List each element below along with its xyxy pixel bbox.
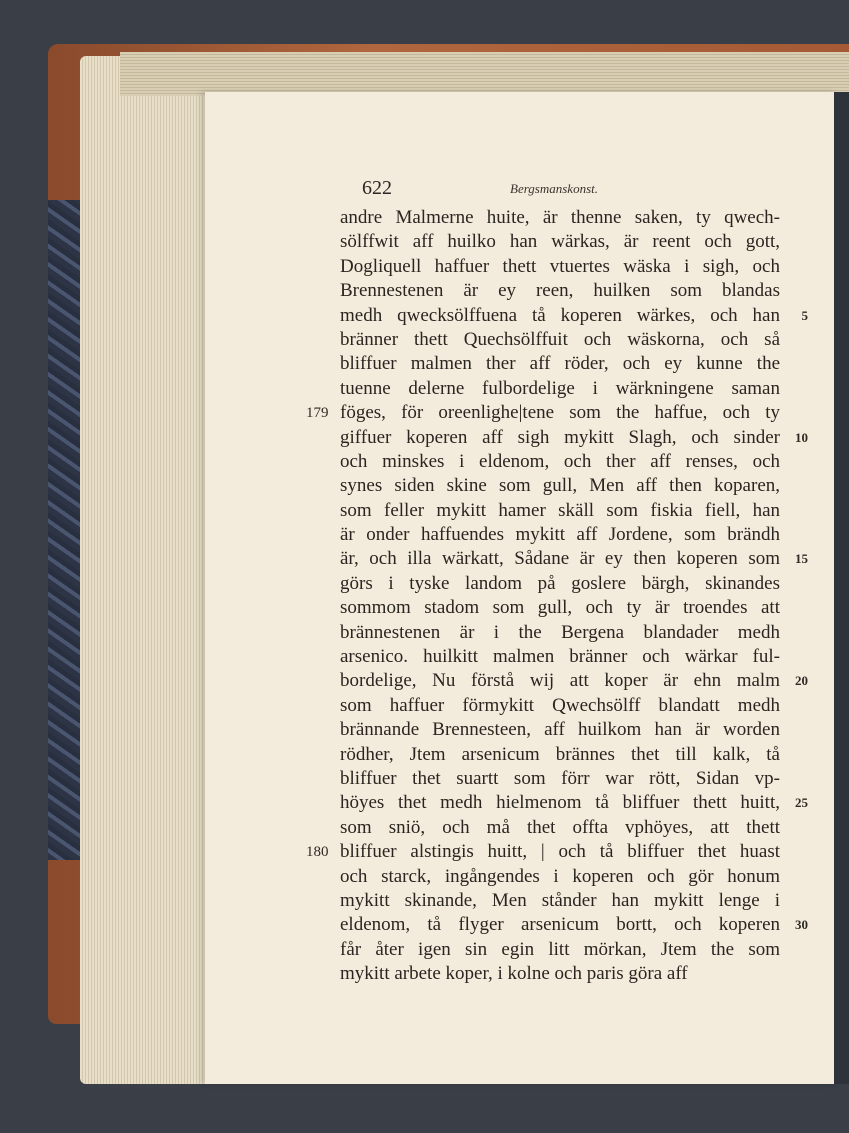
body-text (306, 206, 808, 987)
text-line (340, 694, 780, 718)
line-text: som sniö, och må thet offta vphöyes, att thett (340, 816, 780, 838)
text-line (340, 767, 780, 791)
text-line (340, 962, 780, 986)
line-text: görs i tyske landom på goslere bärgh, skinandes (340, 572, 780, 594)
text-line (340, 572, 780, 596)
text-line (306, 840, 780, 864)
text-line (340, 621, 780, 645)
text-line (340, 474, 780, 498)
line-text: bliffuer thet suartt som förr war rött, Sidan vp- (340, 767, 780, 789)
source-page-marker: 180 (306, 844, 329, 861)
line-text: bordelige, Nu förstå wij att koper är ehn malm (340, 670, 780, 692)
line-text: giffuer koperen aff sigh mykitt Slagh, och sinder (340, 426, 780, 448)
text-line (340, 718, 780, 742)
line-text: som feller mykitt hamer skäll som fiskia fiell, han (340, 499, 780, 521)
top-page-edges (120, 52, 849, 96)
text-line (340, 328, 780, 352)
text-line (340, 791, 808, 815)
text-line (340, 816, 780, 840)
text-line (340, 377, 780, 401)
text-line (340, 304, 808, 328)
line-text: får åter igen sin egin litt mörkan, Jtem the som (340, 938, 780, 960)
text-line (340, 669, 808, 693)
line-text: föges, för oreenlighe|tene som the haffue, och ty (340, 402, 780, 424)
line-text: bliffuer malmen ther aff röder, och ey kunne the (340, 353, 780, 375)
text-line (340, 865, 780, 889)
text-line (340, 279, 780, 303)
line-number: 25 (795, 795, 808, 811)
line-number: 15 (795, 551, 808, 567)
text-line (340, 547, 808, 571)
text-line (340, 938, 780, 962)
text-line (340, 426, 808, 450)
line-text: höyes thet medh hielmenom tå bliffuer thett huitt, (340, 792, 780, 814)
line-text: tuenne delerne fulbordelige i wärkningene saman (340, 377, 780, 399)
line-text: arsenico. huilkitt malmen bränner och wärkar ful- (340, 646, 780, 668)
text-line (340, 743, 780, 767)
line-text: brännande Brennesteen, aff huilkom han är worden (340, 719, 780, 741)
line-text: Dogliquell haffuer thett vtuertes wäska i sigh, och (340, 255, 780, 277)
line-text: som haffuer förmykitt Qwechsölff blandatt medh (340, 694, 780, 716)
line-text: andre Malmerne huite, är thenne saken, ty qwech- (340, 207, 780, 228)
page-edges (80, 56, 220, 1084)
text-line (340, 499, 780, 523)
text-line (340, 450, 780, 474)
line-text: är, och illa wärkatt, Sådane är ey then koperen som (340, 548, 780, 570)
line-number: 10 (795, 429, 808, 445)
line-text: synes siden skine som gull, Men aff then koparen, (340, 475, 780, 497)
page-number: 622 (362, 177, 392, 199)
line-number: 20 (795, 673, 808, 689)
text-line (340, 596, 780, 620)
text-line (340, 206, 780, 230)
right-background (834, 92, 849, 1084)
text-line (306, 401, 780, 425)
line-text: mykitt skinande, Men stånder han mykitt lenge i (340, 889, 780, 911)
text-line (340, 230, 780, 254)
line-text: och starck, ingångendes i koperen och gör honum (340, 865, 780, 887)
line-text: sommom stadom som gull, och ty är troendes att (340, 597, 780, 619)
line-text: eldenom, tå flyger arsenicum bortt, och koperen (340, 914, 780, 936)
line-text: rödher, Jtem arsenicum brännes thet till kalk, tå (340, 743, 780, 765)
line-text: sölffwit aff huilko han wärkas, är reent och gott, (340, 231, 780, 253)
running-title: Bergsmanskonst. (510, 181, 598, 196)
line-number: 5 (801, 307, 808, 323)
text-line (340, 645, 780, 669)
line-text: mykitt arbete koper, i kolne och paris göra aff (340, 963, 688, 985)
text-line (340, 255, 780, 279)
line-text: är onder haffuendes mykitt aff Jordene, som brändh (340, 524, 780, 546)
line-text: bränner thett Quechsölffuit och wäskorna, och så (340, 328, 780, 350)
source-page-marker: 179 (306, 405, 329, 422)
line-text: Brennestenen är ey reen, huilken som blandas (340, 280, 780, 302)
line-text: bliffuer alstingis huitt, | och tå bliffuer thet huast (340, 841, 780, 863)
line-text: brännestenen är i the Bergena blandader medh (340, 621, 780, 643)
line-text: och minskes i eldenom, och ther aff renses, och (340, 450, 780, 472)
text-line (340, 523, 780, 547)
text-line (340, 352, 780, 376)
page-header (340, 177, 810, 201)
line-number: 30 (795, 917, 808, 933)
text-line (340, 889, 780, 913)
text-line (340, 913, 808, 937)
line-text: medh qwecksölffuena tå koperen wärkes, och han (340, 304, 780, 326)
